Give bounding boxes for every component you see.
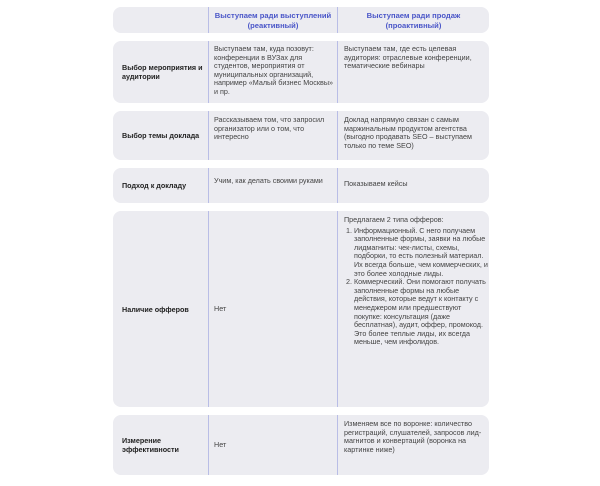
row-label: Измерение эффективности xyxy=(122,436,179,454)
offers-intro: Предлагаем 2 типа офферов: xyxy=(344,215,444,224)
proactive-cell: Показываем кейсы xyxy=(337,168,489,203)
reactive-cell xyxy=(208,211,337,407)
table-row xyxy=(113,168,489,203)
row-label-cell xyxy=(113,415,208,475)
offer-item-commercial: 2. Коммерческий. Они помогают получать заполненные формы на любые действия, которые ведут к контакту с менеджером или предшествуют покупке: консультация (даже бесплатная), аудит, оффер, промокод. Это более теплые лиды, их всегда меньше, чем инфолидов. xyxy=(354,278,489,347)
offer-item-informational: 1. Информационный. С него получаем заполненные формы, заявки на любые лидмагниты: чек-листы, схемы, подборки, то есть полезный материал. Их всегда больше, чем коммерческих, и это более холодные лиды. xyxy=(354,227,489,279)
reactive-value: Нет xyxy=(214,439,227,449)
header-proactive: Выступаем ради продаж (проактивный) xyxy=(337,7,489,33)
proactive-cell: Доклад напрямую связан с самым маржинальным продуктом агентства (выгодно продавать SEO – выступаем только по теме SEO) xyxy=(337,111,489,160)
row-label: Выбор мероприятия и аудитории xyxy=(122,63,203,81)
table-row xyxy=(113,211,489,407)
table-row xyxy=(113,415,489,475)
proactive-cell xyxy=(337,211,489,407)
row-label: Выбор темы доклада xyxy=(122,131,200,140)
table-header-row xyxy=(113,7,489,33)
row-label-cell xyxy=(113,168,208,203)
table-row xyxy=(113,41,489,103)
header-reactive: Выступаем ради выступлений (реактивный) xyxy=(208,7,337,33)
reactive-cell: Рассказываем том, что запросил организатор или о том, что интересно xyxy=(208,111,337,160)
row-label: Подход к докладу xyxy=(122,181,187,190)
row-label: Наличие офферов xyxy=(122,304,189,314)
reactive-cell: Учим, как делать своими руками xyxy=(208,168,337,203)
table-row xyxy=(113,111,489,160)
proactive-cell: Изменяем все по воронке: количество регистраций, слушателей, запросов лид-магнитов и конвертаций (воронка на картинке ниже) xyxy=(337,415,489,475)
row-label-cell xyxy=(113,41,208,103)
comparison-table xyxy=(113,7,489,481)
row-label-cell xyxy=(113,111,208,160)
reactive-cell: Выступаем там, куда позовут: конференции в ВУЗах для студентов, мероприятия от муниципальных организаций, например «Малый бизнес Москвы» и пр. xyxy=(208,41,337,103)
reactive-cell xyxy=(208,415,337,475)
row-label-cell xyxy=(113,211,208,407)
offers-list xyxy=(344,227,489,347)
proactive-cell: Выступаем там, где есть целевая аудитория: отраслевые конференции, тематические вебинары xyxy=(337,41,489,103)
reactive-value: Нет xyxy=(214,303,227,313)
header-empty-cell xyxy=(113,7,208,33)
